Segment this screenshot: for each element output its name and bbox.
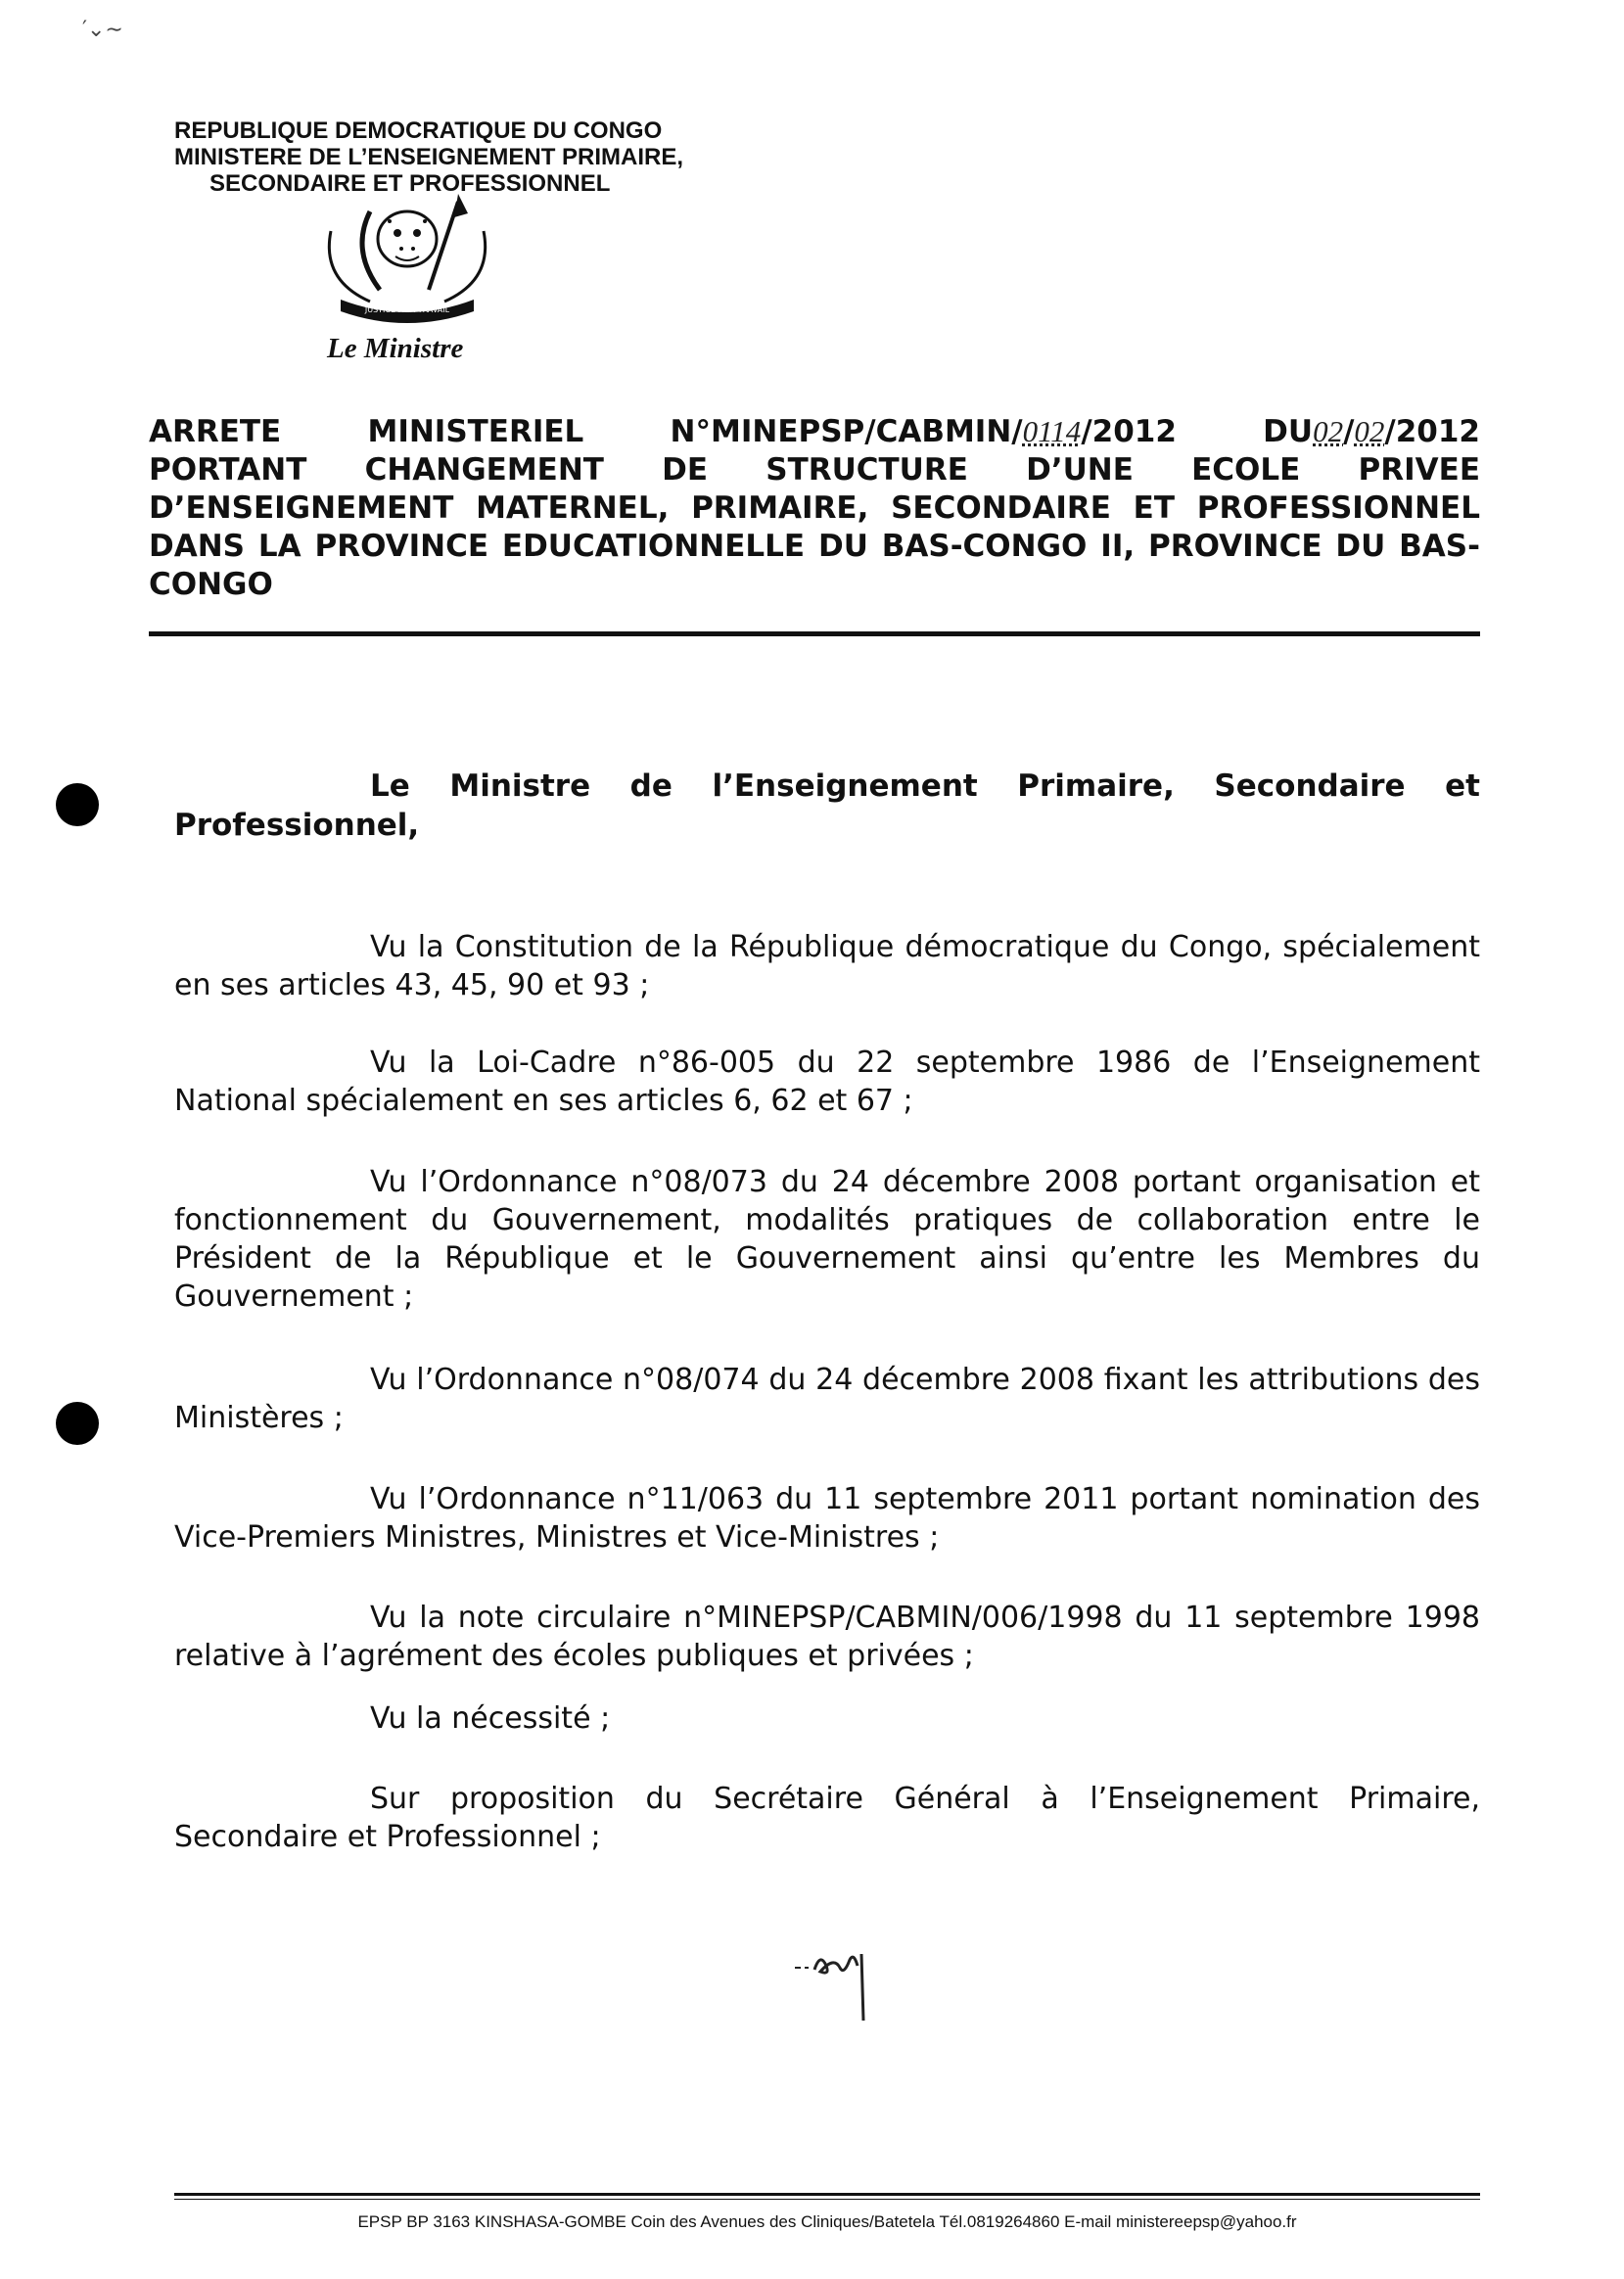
decree-title — [149, 412, 1480, 604]
consideration-paragraph: Vu la Constitution de la République démocratique du Congo, spécialement en ses articles 43, 45, 90 et 93 ; — [174, 930, 1480, 1002]
consideration-paragraph: Sur proposition du Secrétaire Général à l’Enseignement Primaire, Secondaire et Professionnel ; — [174, 1782, 1480, 1854]
title-divider — [149, 631, 1480, 636]
minister-label: Le Ministre — [327, 333, 464, 364]
scan-mark: ′⌄∼ — [82, 18, 123, 42]
decree-title-line2: PORTANT CHANGEMENT DE STRUCTURE D’UNE ECOLE PRIVEE — [149, 452, 1480, 488]
handwritten-initials-icon — [791, 1946, 879, 2024]
ministry-name-line1: MINISTERE DE L’ENSEIGNEMENT PRIMAIRE, — [174, 144, 684, 170]
emblem-motto: JUSTICE PAIX TRAVAIL — [364, 305, 450, 314]
decree-number-line: ARRETE MINISTERIEL N°MINEPSP/CABMIN/0114/2012 DU02/02/2012 — [149, 414, 1480, 449]
consideration-paragraph: Vu la note circulaire n°MINEPSP/CABMIN/006/1998 du 11 septembre 1998 relative à l’agrément des écoles publiques et privées ; — [174, 1601, 1480, 1673]
decree-title-line4: DANS LA PROVINCE EDUCATIONNELLE DU BAS-CONGO II, PROVINCE DU BAS- — [149, 529, 1480, 564]
punch-hole-top — [56, 783, 99, 826]
ministry-name-line2: SECONDAIRE ET PROFESSIONNEL — [209, 170, 611, 197]
consideration-paragraph: Vu l’Ordonnance n°08/074 du 24 décembre 2008 fixant les attributions des Ministères ; — [174, 1363, 1480, 1435]
decree-number-handwritten: 0114 — [1022, 414, 1082, 448]
decree-title-line3: D’ENSEIGNEMENT MATERNEL, PRIMAIRE, SECONDAIRE ET PROFESSIONNEL — [149, 490, 1480, 526]
letterhead — [174, 117, 683, 197]
punch-hole-bottom — [56, 1402, 99, 1445]
consideration-paragraph: Vu l’Ordonnance n°11/063 du 11 septembre 2011 portant nomination des Vice-Premiers Ministres, Ministres et Vice-Ministres ; — [174, 1482, 1480, 1555]
decree-title-line5: CONGO — [149, 567, 273, 602]
footer-divider-thin — [174, 2199, 1480, 2200]
minister-heading: Le Ministre de l’Enseignement Primaire, Secondaire et Professionnel, — [174, 768, 1480, 843]
consideration-paragraph: Vu l’Ordonnance n°08/073 du 24 décembre 2008 portant organisation et fonctionnement du Gouvernement, modalités pratiques de collaboration entre le Président de la République et le Gouvernement ainsi qu’entre les Membres du Gouvernement ; — [174, 1165, 1480, 1314]
republic-name: REPUBLIQUE DEMOCRATIQUE DU CONGO — [174, 117, 663, 144]
consideration-paragraph: Vu la nécessité ; — [370, 1701, 611, 1736]
footer-divider — [174, 2193, 1480, 2196]
decree-day-handwritten: 02 — [1313, 414, 1344, 448]
coat-of-arms-emblem-icon — [311, 192, 503, 329]
consideration-paragraph: Vu la Loi-Cadre n°86-005 du 22 septembre 1986 de l’Enseignement National spécialement en ses articles 6, 62 et 67 ; — [174, 1046, 1480, 1118]
footer-contact: EPSP BP 3163 KINSHASA-GOMBE Coin des Avenues des Cliniques/Batetela Tél.0819264860 E-mail ministereepsp@yahoo.fr — [357, 2212, 1297, 2231]
decree-month-handwritten: 02 — [1354, 414, 1385, 448]
